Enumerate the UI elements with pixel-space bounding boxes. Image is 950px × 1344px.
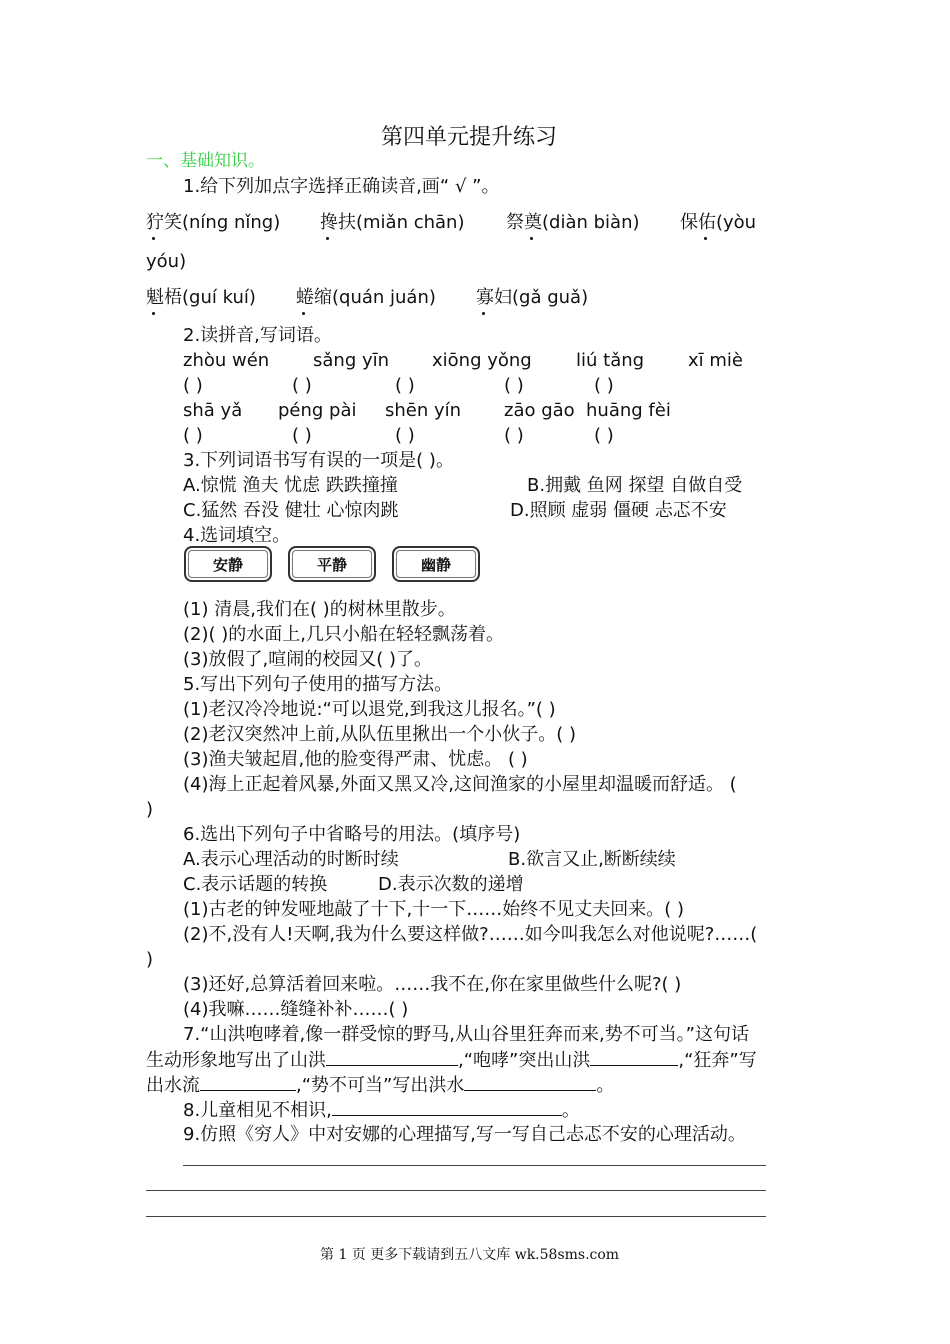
q7-text <box>146 1051 757 1070</box>
emphasis-dot <box>152 312 155 315</box>
q8-text <box>183 1101 580 1120</box>
answer-line[interactable] <box>183 1165 766 1166</box>
q5-sentence: (1)老汉冷冷地说:“可以退党,到我这儿报名。”( ) <box>183 699 556 720</box>
emphasis-dot <box>530 237 533 240</box>
answer-blank[interactable]: ( ) <box>292 425 312 446</box>
q7-segment: 出水流 <box>146 1075 200 1096</box>
q3-option-a: A.惊慌 渔夫 忧虑 跌跌撞撞 <box>183 475 398 496</box>
q1-item: 搀扶(miǎn chān) <box>320 212 465 233</box>
q1-item: 魁梧(guí kuí) <box>146 287 256 308</box>
q6-sentence: (4)我嘛……缝缝补补……( ) <box>183 999 409 1020</box>
pinyin: xī miè <box>688 350 743 371</box>
q7-text <box>146 1076 614 1095</box>
q4-sentence: (2)( )的水面上,几只小船在轻轻飘荡着。 <box>183 624 504 645</box>
q4-prompt: 4.选词填空。 <box>183 525 291 546</box>
answer-line[interactable] <box>146 1190 766 1191</box>
fill-blank[interactable] <box>332 1101 562 1116</box>
pinyin: xiōng yǒng <box>432 350 532 371</box>
q1-item: 保佑(yòu <box>680 212 757 233</box>
q6-sentence: (1)古老的钟发哑地敲了十下,十一下……始终不见丈夫回来。( ) <box>183 899 684 920</box>
pinyin: shā yǎ <box>183 400 243 421</box>
emphasis-dot <box>302 312 305 315</box>
pinyin: huāng fèi <box>586 400 671 421</box>
fill-blank[interactable] <box>590 1051 678 1066</box>
q6-option-d: D.表示次数的递增 <box>378 874 524 895</box>
answer-blank[interactable]: ( ) <box>395 375 415 396</box>
answer-blank[interactable]: ( ) <box>504 425 524 446</box>
q9-prompt: 9.仿照《穷人》中对安娜的心理描写,写一写自己忐忑不安的心理活动。 <box>183 1124 746 1145</box>
q6-option-b: B.欲言又止,断断续续 <box>508 849 676 870</box>
q3-prompt: 3.下列词语书写有误的一项是( )。 <box>183 450 454 471</box>
pinyin: sǎng yīn <box>313 350 390 371</box>
page-footer: 第 1 页 更多下载请到五八文库 wk.58sms.com <box>320 1247 620 1263</box>
q1-item: 狞笑(níng nǐng) <box>146 212 281 233</box>
q5-prompt: 5.写出下列句子使用的描写方法。 <box>183 674 453 695</box>
section-heading: 一、基础知识。 <box>146 151 265 171</box>
emphasis-dot <box>704 237 707 240</box>
emphasis-dot <box>152 237 155 240</box>
emphasis-dot <box>326 237 329 240</box>
q1-item: 祭奠(diàn biàn) <box>506 212 640 233</box>
q1-item: yóu) <box>146 251 187 272</box>
q3-option-c: C.猛然 吞没 健壮 心惊肉跳 <box>183 500 399 521</box>
q8-segment: 8.儿童相见不相识, <box>183 1100 332 1121</box>
pinyin: liú tǎng <box>576 350 645 371</box>
q1-prompt: 1.给下列加点字选择正确读音,画“ √ ”。 <box>183 176 500 197</box>
q6-option-a: A.表示心理活动的时断时续 <box>183 849 399 870</box>
q6-option-c: C.表示话题的转换 <box>183 874 328 895</box>
answer-blank[interactable]: ( ) <box>183 425 203 446</box>
q4-sentence: (3)放假了,喧闹的校园又( )了。 <box>183 649 432 670</box>
page-title: 第四单元提升练习 <box>381 125 558 150</box>
fill-blank[interactable] <box>464 1076 596 1091</box>
q5-sentence: (2)老汉突然冲上前,从队伍里揪出一个小伙子。( ) <box>183 724 576 745</box>
q5-sentence: (3)渔夫皱起眉,他的脸变得严肃、忧虑。 ( ) <box>183 749 528 770</box>
q6-sentence: (2)不,没有人!天啊,我为什么要这样做?……如今叫我怎么对他说呢?……( <box>183 924 758 945</box>
pinyin: péng pài <box>278 400 357 421</box>
pinyin: shēn yín <box>385 400 462 421</box>
q1-item: 蜷缩(quán juán) <box>296 287 436 308</box>
q3-option-b: B.拥戴 鱼网 探望 自做自受 <box>527 475 743 496</box>
q6-prompt: 6.选出下列句子中省略号的用法。(填序号) <box>183 824 521 845</box>
q6-sentence-end: ) <box>146 949 154 970</box>
q8-segment: 。 <box>561 1100 580 1121</box>
q3-option-d: D.照顾 虚弱 僵硬 忐忑不安 <box>510 500 727 521</box>
fill-blank[interactable] <box>326 1051 458 1066</box>
q7-segment: 生动形象地写出了山洪 <box>146 1050 326 1071</box>
q7-segment: 。 <box>596 1075 615 1096</box>
q7-segment: ,“势不可当”写出洪水 <box>296 1075 465 1096</box>
word-box-youjing: 幽静 <box>392 546 480 582</box>
q7-text: 7.“山洪咆哮着,像一群受惊的野马,从山谷里狂奔而来,势不可当。”这句话 <box>183 1024 749 1045</box>
q5-sentence: (4)海上正起着风暴,外面又黑又冷,这间渔家的小屋里却温暖而舒适。 ( <box>183 774 737 795</box>
emphasis-dot <box>482 312 485 315</box>
fill-blank[interactable] <box>200 1076 296 1091</box>
q7-segment: ,“狂奔”写 <box>678 1050 757 1071</box>
answer-blank[interactable]: ( ) <box>292 375 312 396</box>
answer-line[interactable] <box>146 1216 766 1217</box>
answer-blank[interactable]: ( ) <box>504 375 524 396</box>
q1-item: 寡妇(gǎ guǎ) <box>476 287 589 308</box>
q2-prompt: 2.读拼音,写词语。 <box>183 325 332 346</box>
q5-sentence-end: ) <box>146 799 154 820</box>
answer-blank[interactable]: ( ) <box>183 375 203 396</box>
q4-sentence: (1) 清晨,我们在( )的树林里散步。 <box>183 599 456 620</box>
answer-blank[interactable]: ( ) <box>395 425 415 446</box>
answer-blank[interactable]: ( ) <box>594 425 614 446</box>
answer-blank[interactable]: ( ) <box>594 375 614 396</box>
word-box-anjing: 安静 <box>184 546 272 582</box>
q7-segment: ,“咆哮”突出山洪 <box>458 1050 591 1071</box>
word-box-pingjing: 平静 <box>288 546 376 582</box>
pinyin: zāo gāo <box>504 400 575 421</box>
pinyin: zhòu wén <box>183 350 270 371</box>
q6-sentence: (3)还好,总算活着回来啦。……我不在,你在家里做些什么呢?( ) <box>183 974 682 995</box>
